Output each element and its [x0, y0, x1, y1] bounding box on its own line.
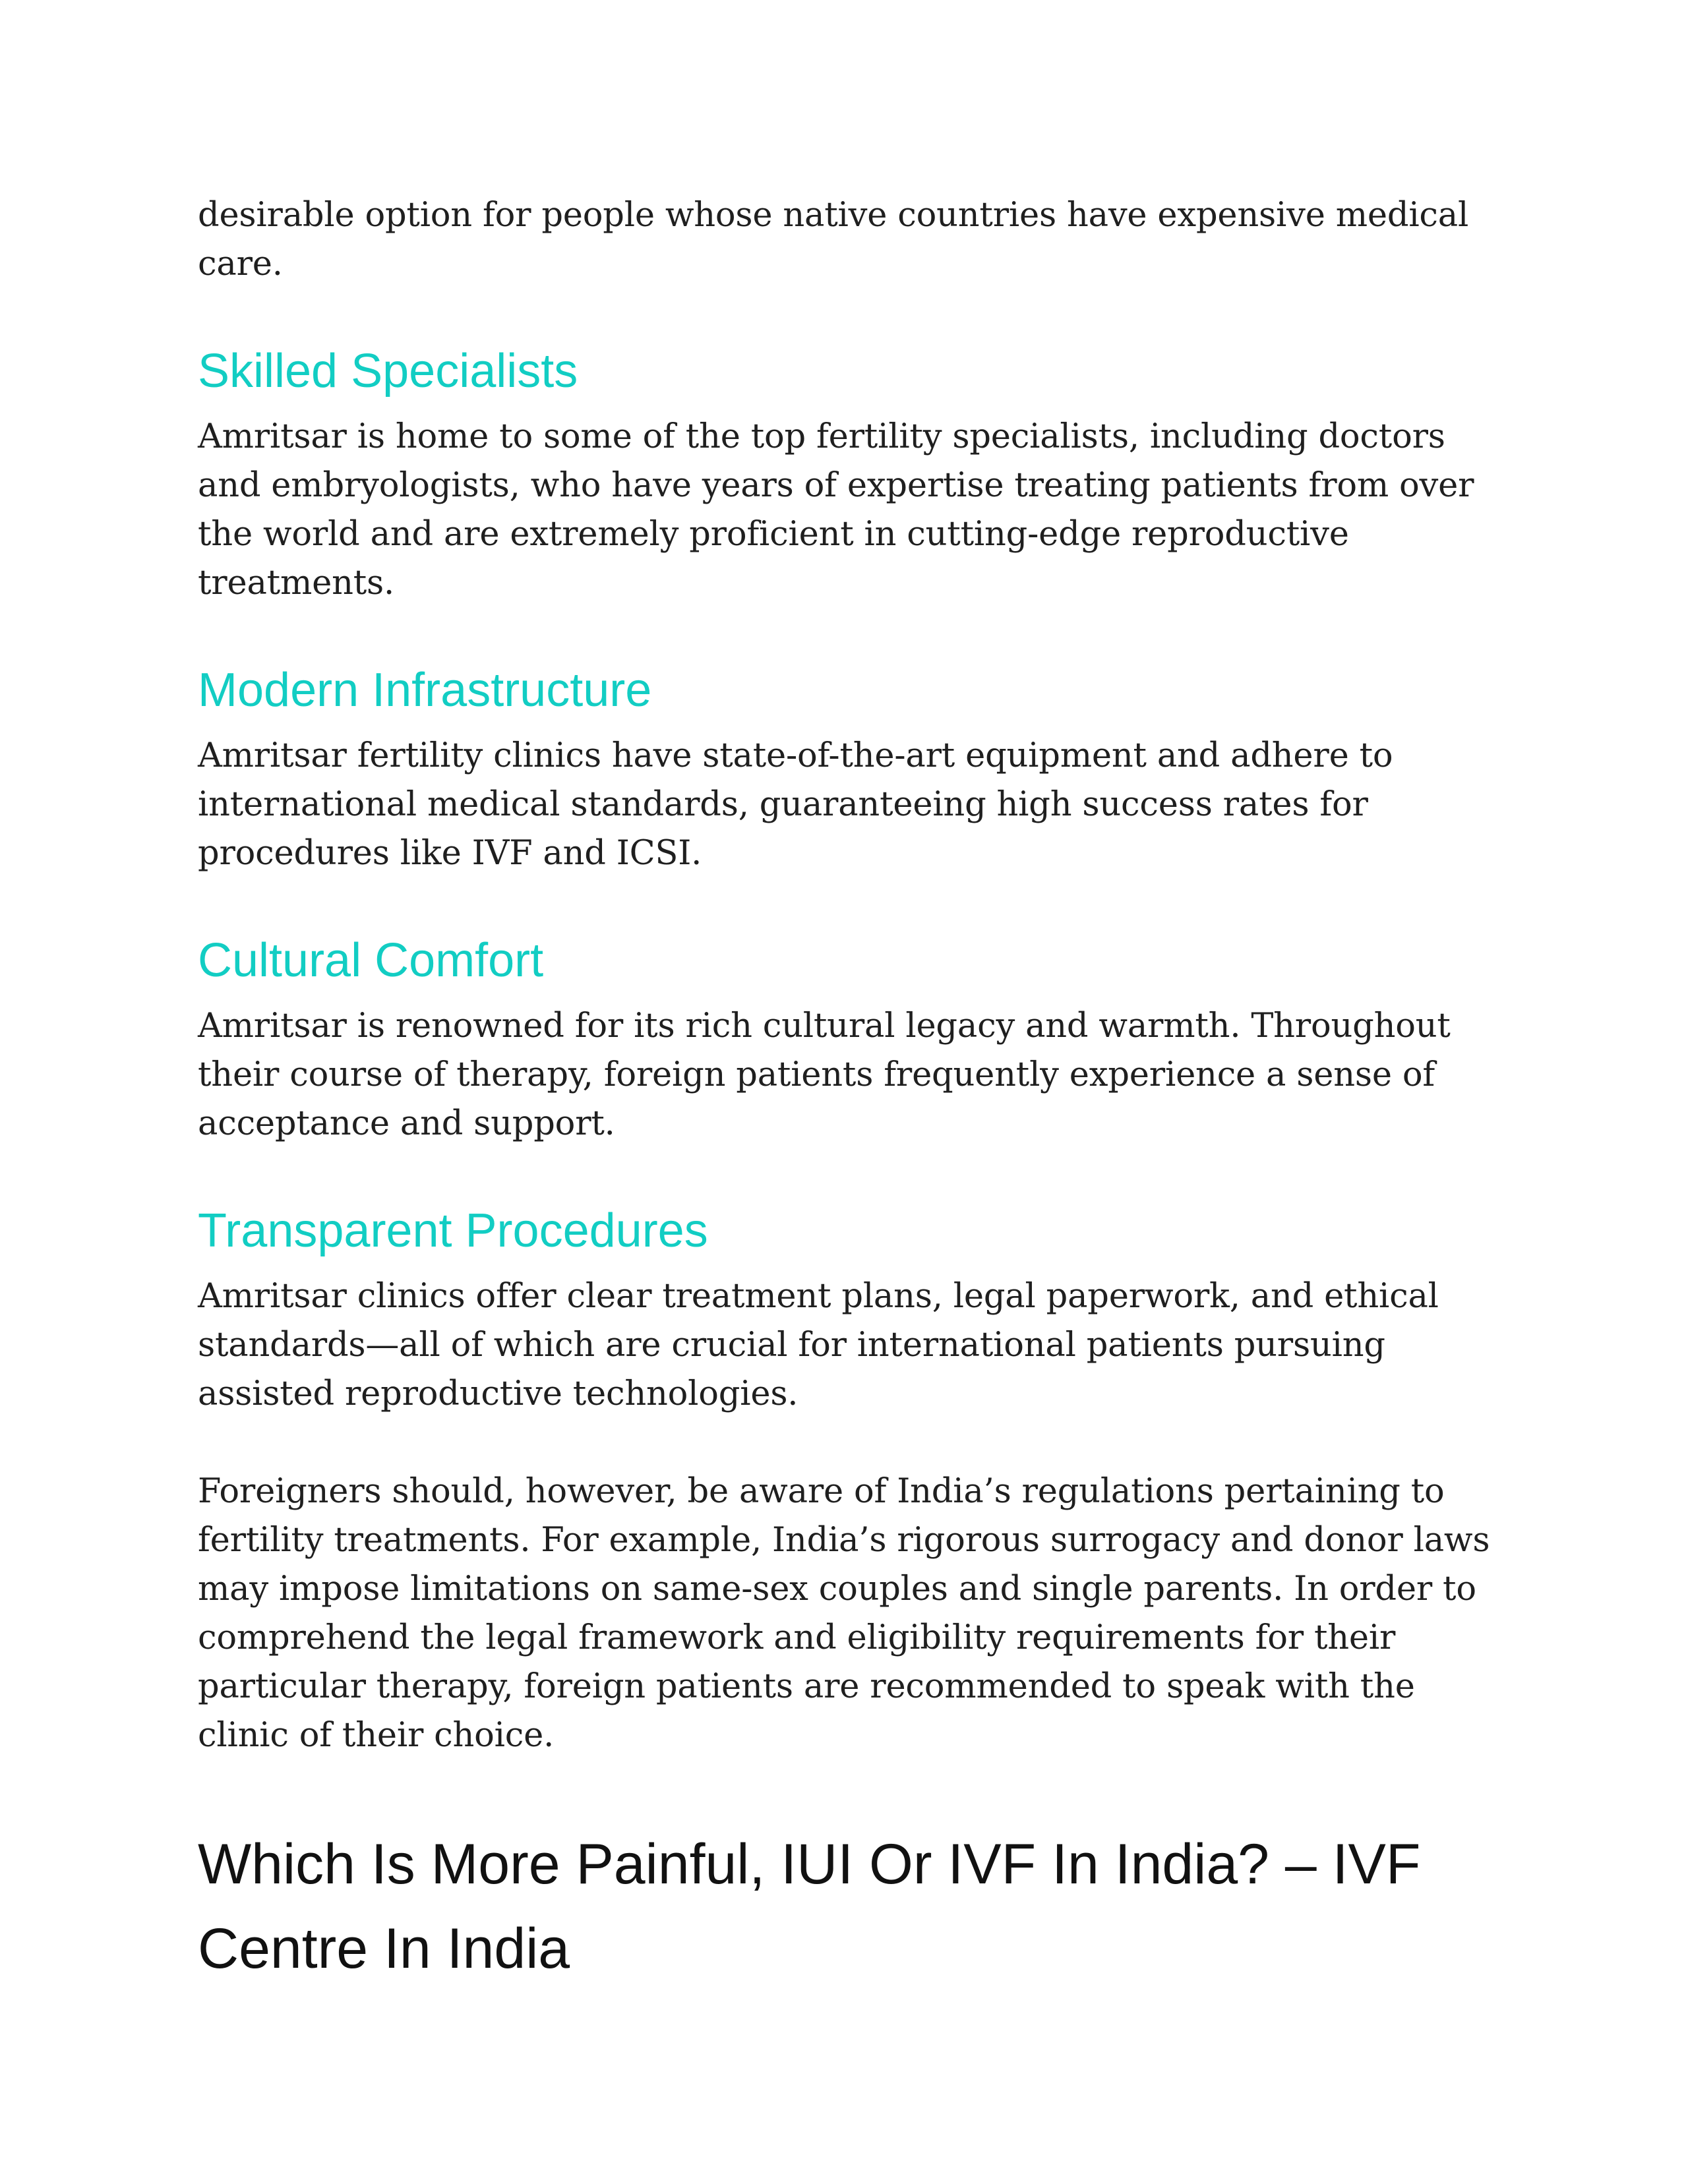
section-body-modern-infrastructure: Amritsar fertility clinics have state-of-the-art equipment and adhere to international medical standards, guaranteeing high success rates for procedures like IVF and ICSI.	[198, 736, 1393, 873]
section-heading-transparent-procedures: Transparent Procedures	[198, 1204, 708, 1257]
section-body-skilled-specialists: Amritsar is home to some of the top fertility specialists, including doctors and embryologists, who have years of expertise treating patients from over the world and are extremely proficient in cutting-edge reproductive treatments.	[198, 417, 1474, 603]
next-section-title: Which Is More Painful, IUI Or IVF In India? – IVF Centre In India	[198, 1833, 1421, 1980]
intro-paragraph: desirable option for people whose native countries have expensive medical care.	[198, 196, 1469, 283]
document-page	[198, 191, 1510, 1991]
section-heading-cultural-comfort: Cultural Comfort	[198, 934, 544, 987]
section-body-cultural-comfort: Amritsar is renowned for its rich cultural legacy and warmth. Throughout their course of therapy, foreign patients frequently experience a sense of acceptance and support.	[198, 1007, 1451, 1143]
closing-paragraph: Foreigners should, however, be aware of India’s regulations pertaining to fertility treatments. For example, India’s rigorous surrogacy and donor laws may impose limitations on same-sex couples and single parents. In order to comprehend the legal framework and eligibility requirements for their particular therapy, foreign patients are recommended to speak with the clinic of their choice.	[198, 1472, 1490, 1755]
section-heading-skilled-specialists: Skilled Specialists	[198, 345, 578, 398]
section-body-transparent-procedures: Amritsar clinics offer clear treatment plans, legal paperwork, and ethical standards—all of which are crucial for international patients pursuing assisted reproductive technologies.	[198, 1277, 1439, 1413]
section-heading-modern-infrastructure: Modern Infrastructure	[198, 664, 652, 717]
